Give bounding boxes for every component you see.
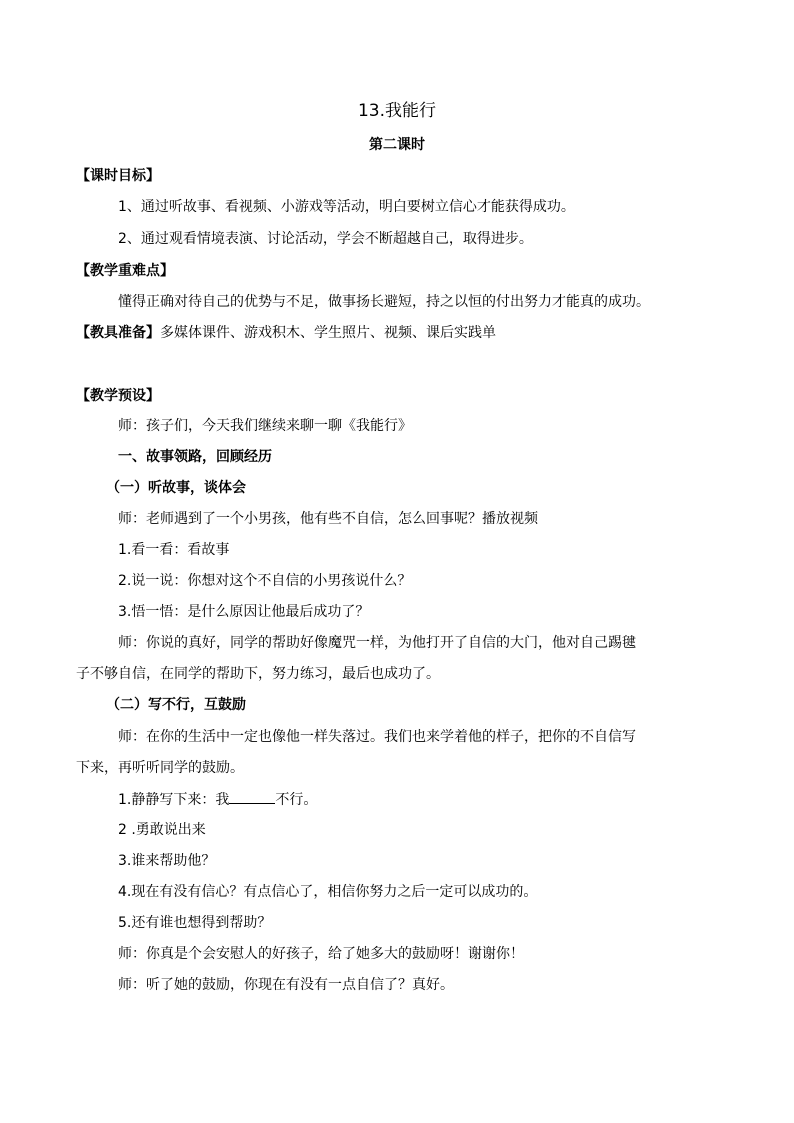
step-item: 3.悟一悟：是什么原因让他最后成功了？ <box>118 604 370 620</box>
fill-prompt-pre: 1.静静写下来：我 <box>118 792 230 808</box>
step-item: 2.说一说：你想对这个不自信的小男孩说什么？ <box>118 573 412 589</box>
materials-line <box>76 323 496 343</box>
body-line: 师：你真是个会安慰人的好孩子，给了她多大的鼓励呀！谢谢你！ <box>118 946 524 962</box>
part1-heading: 一、故事领路，回顾经历 <box>118 449 272 465</box>
intro-line: 师：孩子们，今天我们继续来聊一聊《我能行》 <box>118 418 412 434</box>
step-item: 5.还有谁也想得到帮助？ <box>118 915 272 931</box>
objective-item: 2、通过观看情境表演、讨论活动，学会不断超越自己，取得进步。 <box>118 231 533 247</box>
objectives-heading: 【课时目标】 <box>76 168 160 184</box>
step-item: 3.谁来帮助他？ <box>118 853 216 869</box>
keypoints-heading: 【教学重难点】 <box>76 263 174 279</box>
step-item <box>118 789 317 810</box>
body-line: 师：在你的生活中一定也像他一样失落过。我们也来学着他的样子，把你的不自信写 <box>118 729 636 745</box>
objective-item: 1、通过听故事、看视频、小游戏等活动，明白要树立信心才能获得成功。 <box>118 199 575 215</box>
fill-prompt-post: 不行。 <box>275 792 318 808</box>
step-item: 1.看一看：看故事 <box>118 542 230 558</box>
materials-heading: 【教具准备】 <box>76 325 160 341</box>
body-line: 师：你说的真好，同学的帮助好像魔咒一样，为他打开了自信的大门，他对自己踢毽 <box>118 635 636 651</box>
sub2-heading: （二）写不行，互鼓励 <box>106 697 246 713</box>
step-item: 2 .勇敢说出来 <box>118 822 206 838</box>
body-line: 师：老师遇到了一个小男孩，他有些不自信，怎么回事呢？播放视频 <box>118 511 538 527</box>
plan-heading: 【教学预设】 <box>76 388 160 404</box>
step-item: 4.现在有没有信心？有点信心了，相信你努力之后一定可以成功的。 <box>118 884 538 900</box>
body-line: 子不够自信，在同学的帮助下，努力练习，最后也成功了。 <box>76 666 440 682</box>
page-title: 13.我能行 <box>357 101 437 121</box>
sub1-heading: （一）听故事，谈体会 <box>106 480 246 496</box>
fill-blank <box>229 789 275 804</box>
body-line: 师：听了她的鼓励，你现在有没有一点自信了？真好。 <box>118 977 454 993</box>
body-line: 下来，再听听同学的鼓励。 <box>76 760 244 776</box>
page-subtitle: 第二课时 <box>369 137 425 153</box>
materials-text: 多媒体课件、游戏积木、学生照片、视频、课后实践单 <box>160 325 496 341</box>
keypoints-text: 懂得正确对待自己的优势与不足，做事扬长避短，持之以恒的付出努力才能真的成功。 <box>118 294 650 310</box>
